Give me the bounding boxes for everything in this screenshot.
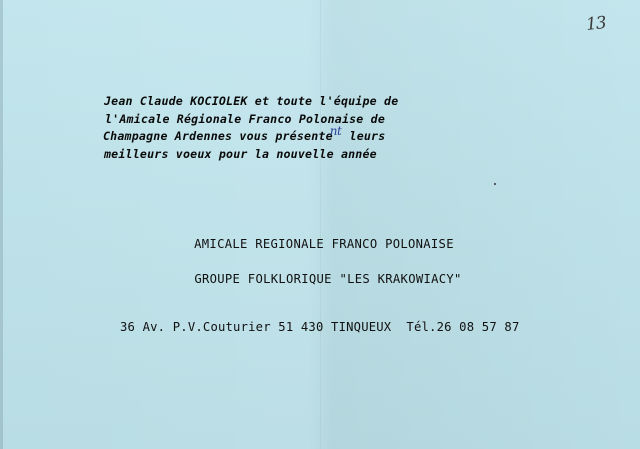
greeting-line-2: l'Amicale Régionale Franco Polonaise de: [105, 111, 386, 126]
ink-dot: [494, 183, 496, 185]
greeting-line-1: Jean Claude KOCIOLEK et toute l'équipe de: [104, 94, 399, 108]
organization-name: AMICALE REGIONALE FRANCO POLONAISE: [194, 237, 454, 251]
greeting-line-3-start: Champagne Ardennes vous présente: [103, 129, 333, 143]
handwritten-page-number: 13: [585, 13, 607, 35]
paper-edge: [0, 0, 3, 449]
greeting-line-4: meilleurs voeux pour la nouvelle année: [104, 146, 377, 161]
organization-group: GROUPE FOLKLORIQUE "LES KRAKOWIACY": [194, 272, 462, 286]
handwritten-correction: nt: [329, 124, 342, 138]
greeting-line-3-end: leurs: [342, 129, 386, 143]
greeting-message: [104, 93, 544, 163]
greeting-line-3: [103, 124, 544, 146]
address-line: 36 Av. P.V.Couturier 51 430 TINQUEUX Tél.26 08 57 87: [120, 320, 520, 334]
paper-fold: [320, 0, 321, 449]
